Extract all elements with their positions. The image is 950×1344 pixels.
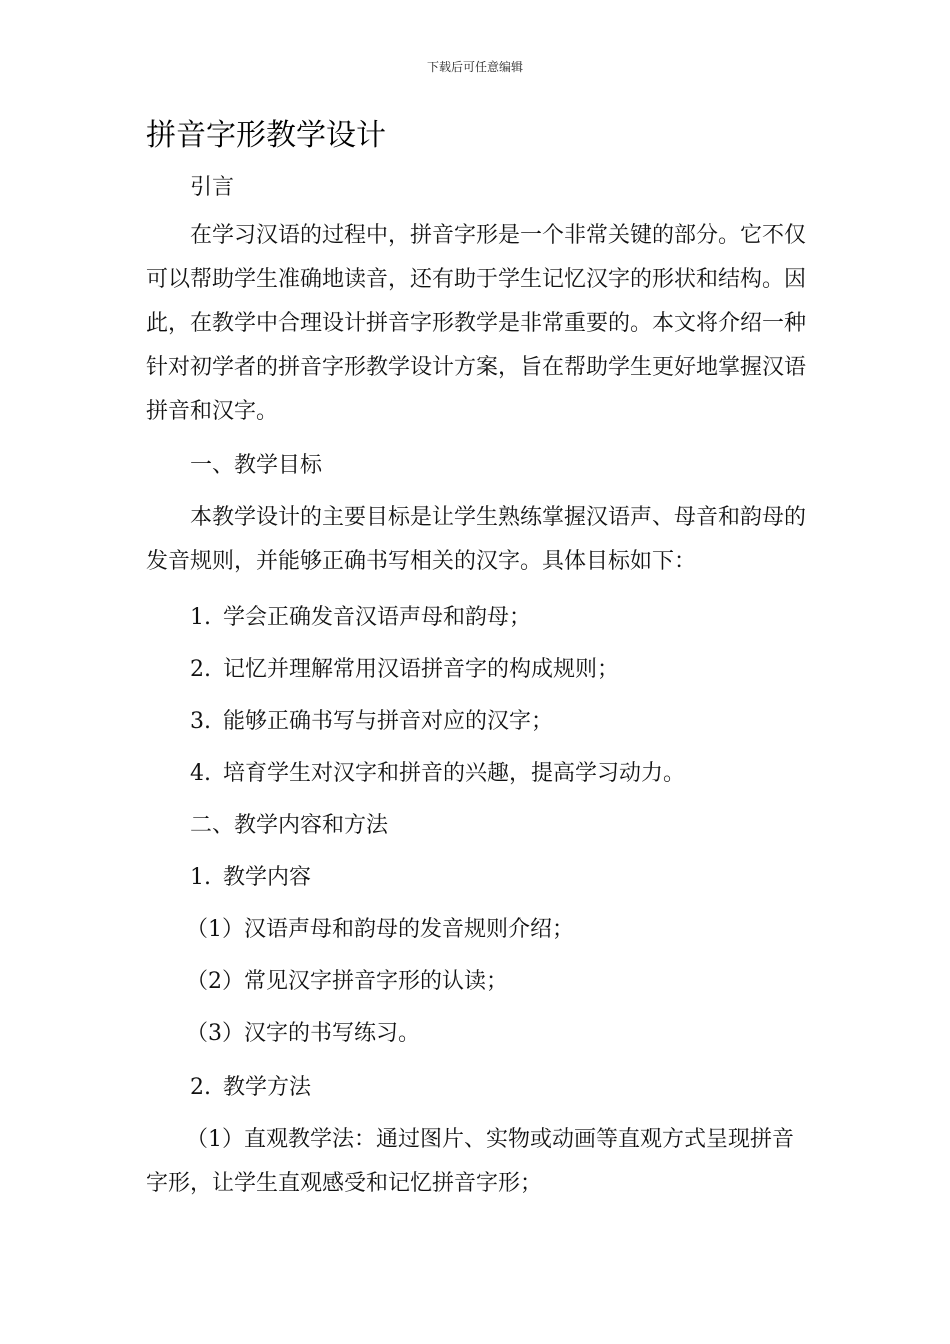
objective-item-3	[190, 700, 553, 744]
item-text: 记忆并理解常用汉语拼音字的构成规则；	[223, 657, 620, 682]
item-text: 培育学生对汉字和拼音的兴趣，提高学习动力。	[223, 761, 686, 786]
item-text: 能够正确书写与拼音对应的汉字；	[223, 709, 554, 734]
item-number: 4.	[190, 761, 211, 786]
section2-heading: 二、教学内容和方法	[190, 813, 389, 838]
content-item-1: （1）汉语声母和韵母的发音规则介绍；	[186, 917, 574, 942]
page-header: 下载后可任意编辑	[426, 60, 523, 74]
objective-item-2	[190, 648, 619, 692]
item-number: 1.	[190, 605, 211, 630]
content-item-3: （3）汉字的书写练习。	[186, 1021, 420, 1046]
item-number: 2.	[190, 657, 211, 682]
intro-paragraph: 在学习汉语的过程中，拼音字形是一个非常关键的部分。它不仅可以帮助学生准确地读音，还有助于学生记忆汉字的形状和结构。因此，在教学中合理设计拼音字形教学是非常重要的。本文将介绍一种针对初学者的拼音字形教学设计方案，旨在帮助学生更好地掌握汉语拼音和汉字。	[146, 223, 807, 424]
item-number: 2.	[190, 1075, 211, 1100]
method-item-1-line-1: （1）直观教学法：通过图片、实物或动画等直观方式呈现拼音	[186, 1127, 794, 1152]
document-title: 拼音字形教学设计	[146, 118, 386, 153]
item-text: 教学内容	[223, 865, 312, 890]
section1-heading: 一、教学目标	[190, 453, 323, 478]
item-number: 1.	[190, 865, 211, 890]
section1-paragraph: 本教学设计的主要目标是让学生熟练掌握汉语声、母音和韵母的发音规则，并能够正确书写相关的汉字。具体目标如下：	[146, 505, 807, 574]
item-number: 3.	[190, 709, 211, 734]
item-text: 学会正确发音汉语声母和韵母；	[223, 605, 532, 630]
method-item-1-line-2: 字形，让学生直观感受和记忆拼音字形；	[146, 1171, 543, 1196]
content-heading	[190, 856, 311, 900]
item-text: 教学方法	[223, 1075, 312, 1100]
method-heading	[190, 1066, 311, 1110]
objective-item-1	[190, 596, 531, 640]
objective-item-4	[190, 752, 685, 796]
content-item-2: （2）常见汉字拼音字形的认读；	[186, 969, 508, 994]
intro-heading: 引言	[190, 175, 235, 200]
